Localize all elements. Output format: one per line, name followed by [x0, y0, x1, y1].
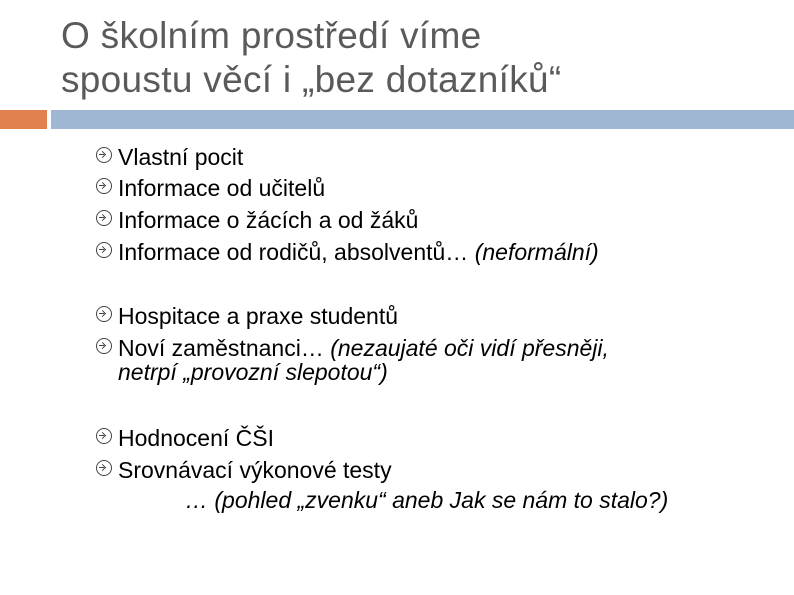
circled-arrow-icon: [96, 242, 112, 258]
list-item-text: Srovnávací výkonové testy: [118, 456, 392, 483]
list-item: [96, 333, 609, 361]
list-item-text: Hospitace a praxe studentů: [118, 302, 399, 329]
slide-title-line-1: O školním prostředí víme: [61, 15, 482, 56]
list-item-text: Informace o žácích a od žáků: [118, 206, 419, 233]
circled-arrow-icon: [96, 178, 112, 194]
circled-arrow-icon: [96, 338, 112, 354]
list-item-note: (neformální): [474, 238, 599, 265]
list-item: [96, 142, 243, 170]
list-item: [96, 237, 599, 265]
slide-title-line-2: spoustu věcí i „bez dotazníků“: [61, 59, 562, 100]
list-item: [96, 423, 274, 451]
circled-arrow-icon: [96, 210, 112, 226]
circled-arrow-icon: [96, 147, 112, 163]
list-item-continuation: netrpí „provozní slepotou“): [118, 359, 388, 385]
list-item: [96, 301, 398, 329]
list-item-text: Informace od rodičů, absolventů…: [118, 238, 475, 265]
list-item-text: Informace od učitelů: [118, 174, 326, 201]
list-item: [96, 205, 418, 233]
list-item-note: (nezaujaté oči vidí přesněji,: [330, 334, 609, 361]
circled-arrow-icon: [96, 460, 112, 476]
list-item-continuation: … (pohled „zvenku“ aneb Jak se nám to stalo?): [185, 487, 669, 513]
list-item: [96, 455, 392, 483]
list-item-text: Hodnocení ČŠI: [118, 424, 274, 451]
list-item: [96, 173, 325, 201]
list-item-text: Noví zaměstnanci…: [118, 334, 331, 361]
circled-arrow-icon: [96, 428, 112, 444]
list-item-text: Vlastní pocit: [118, 143, 244, 170]
circled-arrow-icon: [96, 306, 112, 322]
